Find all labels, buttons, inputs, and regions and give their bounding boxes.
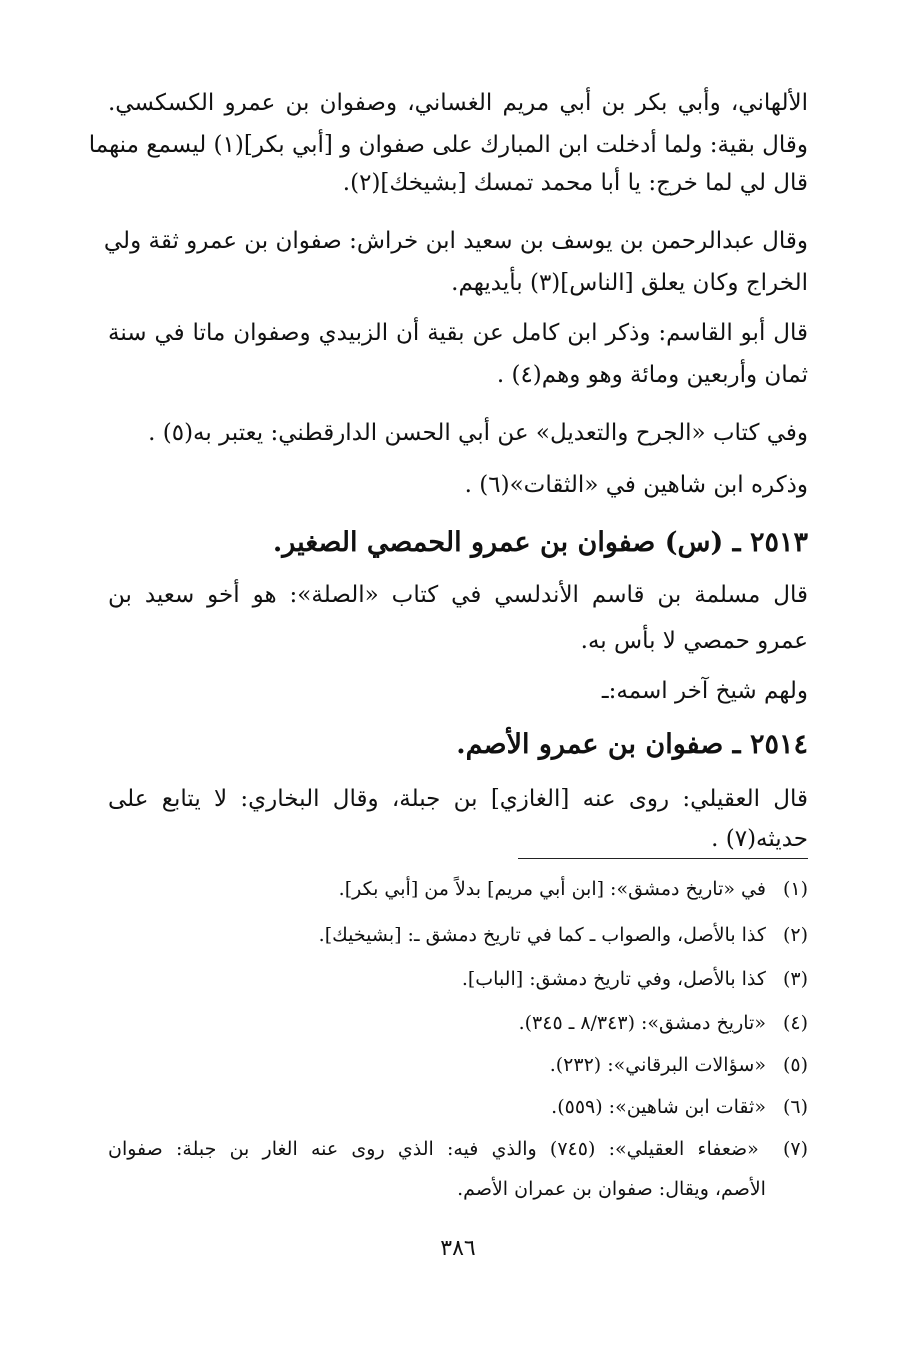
body-line: وذكره ابن شاهين في «الثقات»(٦) . bbox=[464, 472, 808, 498]
footnote-number: (٦) bbox=[782, 1096, 808, 1118]
body-line: وفي كتاب «الجرح والتعديل» عن أبي الحسن الدارقطني: يعتبر به(٥) . bbox=[148, 420, 808, 446]
footnote-text: في «تاريخ دمشق»: [ابن أبي مريم] بدلاً من [أبي بكر]. bbox=[338, 878, 766, 900]
footnote-number: (٣) bbox=[782, 968, 808, 990]
footnote bbox=[108, 1008, 808, 1038]
entry-line: قال العقيلي: روى عنه [الغازي] بن جبلة، وقال البخاري: لا يتابع على bbox=[108, 786, 808, 812]
footnote-text: الأصم، ويقال: صفوان بن عمران الأصم. bbox=[457, 1178, 766, 1200]
footnote bbox=[108, 920, 808, 950]
footnote-number: (٧) bbox=[782, 1138, 809, 1160]
entry-line: عمرو حمصي لا بأس به. bbox=[580, 628, 808, 654]
footnote bbox=[108, 1174, 808, 1204]
entry-line: ولهم شيخ آخر اسمه:ـ bbox=[601, 678, 808, 704]
body-line: قال لي لما خرج: يا أبا محمد تمسك [بشيخك](٢). bbox=[342, 170, 808, 196]
body-line: الألهاني، وأبي بكر بن أبي مريم الغساني، وصفوان بن عمرو الكسكسي. bbox=[108, 90, 808, 116]
body-line: ثمان وأربعين ومائة وهو وهم(٤) . bbox=[496, 362, 808, 388]
footnote-text: «تاريخ دمشق»: (٨/٣٤٣ ـ ٣٤٥). bbox=[518, 1012, 766, 1034]
footnote bbox=[108, 1092, 808, 1122]
footnote bbox=[108, 1134, 808, 1164]
entry-heading: ٢٥١٤ ـ صفوان بن عمرو الأصم. bbox=[456, 729, 808, 760]
footnote-number: (٤) bbox=[782, 1012, 808, 1034]
footnote bbox=[108, 874, 808, 904]
footnote-number: (٢) bbox=[782, 924, 808, 946]
footnote-number: (٥) bbox=[782, 1054, 808, 1076]
footnote bbox=[108, 964, 808, 994]
footnote-text: «سؤالات البرقاني»: (٢٣٢). bbox=[549, 1054, 766, 1076]
body-line: وقال عبدالرحمن بن يوسف بن سعيد ابن خراش: صفوان بن عمرو ثقة ولي bbox=[103, 228, 808, 254]
footnote-separator bbox=[518, 858, 808, 859]
footnote-text: «ضعفاء العقيلي»: (٧٤٥) والذي فيه: الذي روى عنه الغار بن جبلة: صفوان bbox=[108, 1138, 759, 1160]
body-line: وقال بقية: ولما أدخلت ابن المبارك على صفوان و [أبي بكر](١) ليسمع منهما bbox=[88, 132, 808, 158]
entry-line: حديثه(٧) . bbox=[711, 826, 808, 852]
footnote-text: كذا بالأصل، والصواب ـ كما في تاريخ دمشق ـ: [بشيخيك]. bbox=[318, 924, 766, 946]
body-line: قال أبو القاسم: وذكر ابن كامل عن بقية أن الزبيدي وصفوان ماتا في سنة bbox=[108, 320, 808, 346]
entry-heading: ٢٥١٣ ـ (س) صفوان بن عمرو الحمصي الصغير. bbox=[272, 527, 808, 558]
footnote-number: (١) bbox=[782, 878, 808, 900]
footnote-text: «ثقات ابن شاهين»: (٥٥٩). bbox=[551, 1096, 766, 1118]
body-line: الخراج وكان يعلق [الناس](٣) بأيديهم. bbox=[451, 270, 808, 296]
footnote bbox=[108, 1050, 808, 1080]
footnote-text: كذا بالأصل، وفي تاريخ دمشق: [الباب]. bbox=[461, 968, 766, 990]
entry-line: قال مسلمة بن قاسم الأندلسي في كتاب «الصلة»: هو أخو سعيد بن bbox=[108, 582, 808, 608]
page-number: ٣٨٦ bbox=[440, 1236, 476, 1261]
